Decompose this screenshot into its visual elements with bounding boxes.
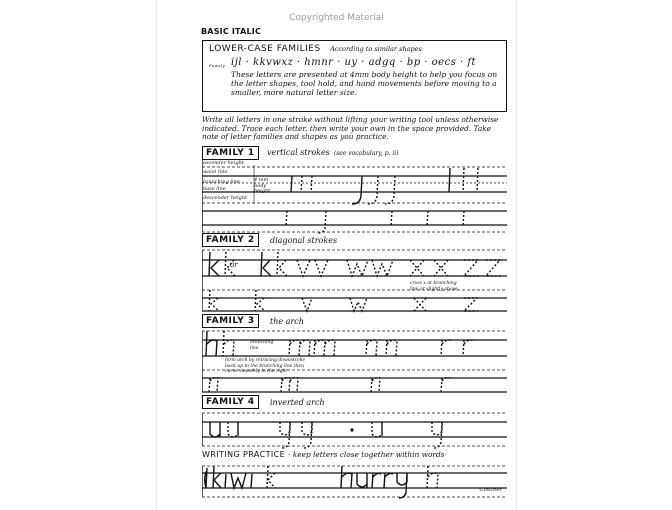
instructions-text: Write all letters in one stroke without lifting your writing tool unless otherwise indicated. Trace each letter, then write your own in the space provided. Take note of letter families and shapes as you practice. bbox=[202, 115, 499, 142]
label-branching: branching line bbox=[203, 179, 240, 185]
family-3-label: FAMILY 3 bbox=[202, 314, 259, 328]
family-4-label: FAMILY 4 bbox=[202, 395, 259, 409]
branching-line-note: branching line bbox=[250, 340, 274, 351]
x-note: cross x at branching line or slightly above bbox=[410, 281, 458, 292]
label-base: base line bbox=[203, 186, 226, 192]
family-2-label: FAMILY 2 bbox=[202, 233, 259, 247]
writing-practice-title: WRITING PRACTICE bbox=[202, 450, 286, 459]
writing-practice-subtitle: · keep letters close together within words bbox=[288, 450, 445, 459]
family-3-description: the arch bbox=[270, 317, 304, 326]
family-1-desc-text: vertical strokes bbox=[267, 148, 330, 157]
handwriting-guide-lines bbox=[202, 0, 512, 510]
footer-mark: ©Inklines bbox=[479, 488, 502, 493]
label-descender: descender height bbox=[203, 195, 248, 201]
label-ascender: ascender height bbox=[203, 160, 244, 166]
box-description: These letters are presented at 4mm body height to help you focus on the letter shapes, tool hold, and hand movements before moving to a smaller, more natural letter size. bbox=[231, 70, 498, 97]
family-2-description: diagonal strokes bbox=[270, 236, 338, 245]
arch-note: form arch by retracing downstroke back up to the branching line then curve smoothly to the right bbox=[225, 358, 306, 374]
family-1-label: FAMILY 1 bbox=[202, 146, 259, 160]
label-body-height: 4 mm body height bbox=[254, 177, 271, 194]
page-title: BASIC ITALIC bbox=[201, 27, 262, 36]
family-4-description: inverted arch bbox=[270, 398, 325, 407]
family-1-note: (see vocabulary, p. ii) bbox=[333, 150, 399, 157]
family-sequence-label: Family bbox=[209, 63, 226, 68]
box-heading-text: LOWER-CASE FAMILIES bbox=[209, 44, 321, 54]
label-waist: waist line bbox=[203, 169, 228, 175]
copyright-watermark: Copyrighted Material bbox=[289, 13, 384, 23]
box-subheading: According to similar shapes bbox=[330, 45, 422, 53]
family-sequence-letters: ijl · kkvwxz · hmnr · uy · adgq · bp · oecs · ft bbox=[231, 57, 477, 68]
or-annotation: or bbox=[230, 261, 238, 269]
workbook-page bbox=[157, 0, 516, 510]
